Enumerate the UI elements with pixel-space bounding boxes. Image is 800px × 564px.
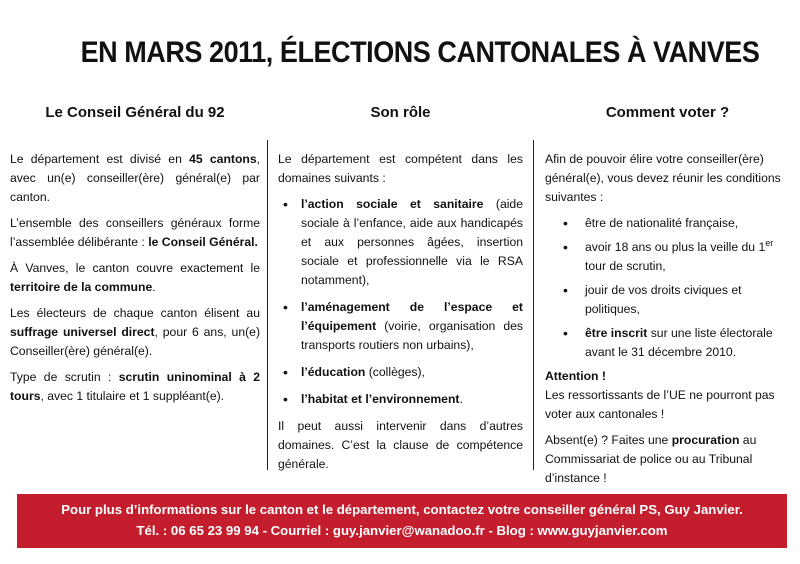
list-item: • l’aménagement de l’espace et l’équipement (voirie, organisation des transports routiers non urbains), <box>283 299 523 352</box>
column-heading-voter: Comment voter ? <box>605 104 730 121</box>
paragraph: Les ressortissants de l’UE ne pourront pas voter aux cantonales ! <box>545 388 775 421</box>
bullet-icon: • <box>283 364 288 380</box>
attention-heading: Attention ! <box>545 369 606 383</box>
conditions-list <box>545 214 790 362</box>
paragraph: Type de scrutin : scrutin uninominal à 2 tours, avec 1 titulaire et 1 suppléant(e). <box>10 370 260 403</box>
column-conseil-text <box>10 150 260 413</box>
competence-list <box>278 195 523 409</box>
list-item: • être de nationalité française, <box>563 215 739 231</box>
contact-banner <box>17 494 787 548</box>
paragraph: Le département est divisé en 45 cantons, avec un(e) conseiller(ère) général(e) par canton. <box>10 152 261 204</box>
column-role-text <box>278 150 523 481</box>
bullet-icon: • <box>283 391 288 407</box>
banner-line: Pour plus d’informations sur le canton et le département, contactez votre conseiller général PS, Guy Janvier. <box>61 502 743 517</box>
list-item: • l’habitat et l’environnement. <box>283 391 463 407</box>
column-heading-role: Son rôle <box>370 104 431 121</box>
paragraph: À Vanves, le canton couvre exactement le territoire de la commune. <box>10 261 260 294</box>
paragraph: Les électeurs de chaque canton élisent au suffrage universel direct, pour 6 ans, un(e) Conseiller(ère) général(e). <box>10 306 261 358</box>
column-voter-text <box>545 150 790 495</box>
page-title: EN MARS 2011, ÉLECTIONS CANTONALES À VANVES <box>80 36 760 69</box>
list-item: • l’action sociale et sanitaire (aide sociale à l’enfance, aide aux handicapés et aux personnes âgées, insertion sociale et professionnelle via le RSA notamment), <box>283 196 523 287</box>
bullet-icon: • <box>563 282 568 298</box>
bullet-icon: • <box>563 215 568 231</box>
banner-line: Tél. : 06 65 23 99 94 - Courriel : guy.janvier@wanadoo.fr - Blog : www.guyjanvier.com <box>136 523 668 538</box>
column-heading-conseil: Le Conseil Général du 92 <box>45 104 225 121</box>
column-divider <box>267 140 268 470</box>
paragraph: Absent(e) ? Faites une procuration au Commissariat de police ou au Tribunal d’instance ! <box>545 433 757 485</box>
list-item: • être inscrit sur une liste électorale avant le 31 décembre 2010. <box>563 325 773 359</box>
paragraph: Il peut aussi intervenir dans d’autres domaines. C’est la clause de compétence générale. <box>278 419 523 471</box>
list-item: • avoir 18 ans ou plus la veille du 1er tour de scrutin, <box>563 237 774 273</box>
bullet-icon: • <box>563 325 568 341</box>
bullet-icon: • <box>563 239 568 255</box>
paragraph: Le département est compétent dans les domaines suivants : <box>278 152 523 185</box>
list-item: • jouir de vos droits civiques et politiques, <box>563 282 742 316</box>
column-divider <box>533 140 534 470</box>
bullet-icon: • <box>283 196 288 212</box>
bullet-icon: • <box>283 299 288 315</box>
paragraph: L’ensemble des conseillers généraux forme l’assemblée délibérante : le Conseil Général. <box>10 216 260 249</box>
list-item: • l’éducation (collèges), <box>283 364 425 380</box>
paragraph: Afin de pouvoir élire votre conseiller(ère) général(e), vous devez réunir les conditions suivantes : <box>545 152 781 204</box>
